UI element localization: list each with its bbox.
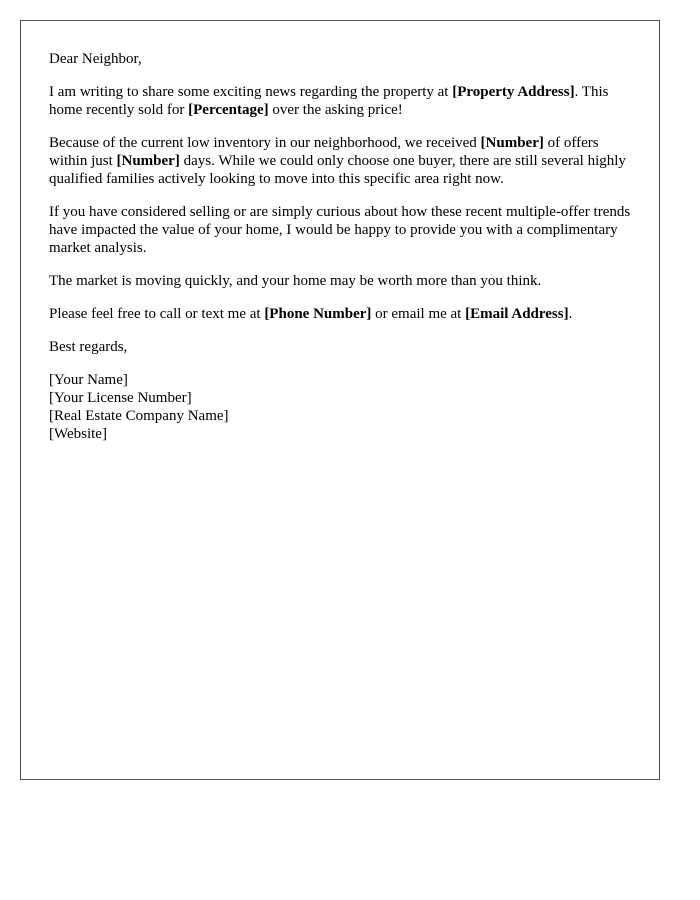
paragraph-text: . xyxy=(568,306,573,322)
paragraph-text: . This home recently sold for xyxy=(49,84,609,118)
salutation: Dear Neighbor, xyxy=(49,51,142,67)
paragraph-text: Please feel free to call or text me at xyxy=(49,306,265,322)
paragraph-text: Because of the current low inventory in our neighborhood, we received xyxy=(49,135,481,151)
placeholder-offer-count: [Number] xyxy=(480,135,544,151)
placeholder-phone-number: [Phone Number] xyxy=(264,306,372,322)
signature-block xyxy=(49,371,639,443)
placeholder-property-address: [Property Address] xyxy=(452,84,575,100)
paragraph-market-analysis: If you have considered selling or are simply curious about how these recent multiple-offer trends have impacted the value of your home, I would be happy to provide you with a complimentary market analysis. xyxy=(49,204,631,256)
signature-license: [Your License Number] xyxy=(49,390,192,406)
placeholder-email-address: [Email Address] xyxy=(465,306,569,322)
paragraph-text: over the asking price! xyxy=(268,102,403,118)
letter-page xyxy=(20,20,660,780)
placeholder-day-count: [Number] xyxy=(116,153,180,169)
signature-name: [Your Name] xyxy=(49,372,128,388)
letter-body xyxy=(49,50,639,443)
paragraph-offers xyxy=(49,134,639,188)
signature-company: [Real Estate Company Name] xyxy=(49,408,229,424)
paragraph-contact xyxy=(49,305,639,323)
closing: Best regards, xyxy=(49,339,128,355)
signature-website: [Website] xyxy=(49,426,107,442)
paragraph-text: of offers within just xyxy=(49,135,599,169)
paragraph-text: I am writing to share some exciting news regarding the property at xyxy=(49,84,453,100)
paragraph-market-moving: The market is moving quickly, and your home may be worth more than you think. xyxy=(49,273,542,289)
paragraph-text: or email me at xyxy=(371,306,466,322)
paragraph-text: days. While we could only choose one buyer, there are still several highly qualified families actively looking to move into this specific area right now. xyxy=(49,153,626,187)
placeholder-percentage: [Percentage] xyxy=(188,102,269,118)
paragraph-property-sold xyxy=(49,83,639,119)
